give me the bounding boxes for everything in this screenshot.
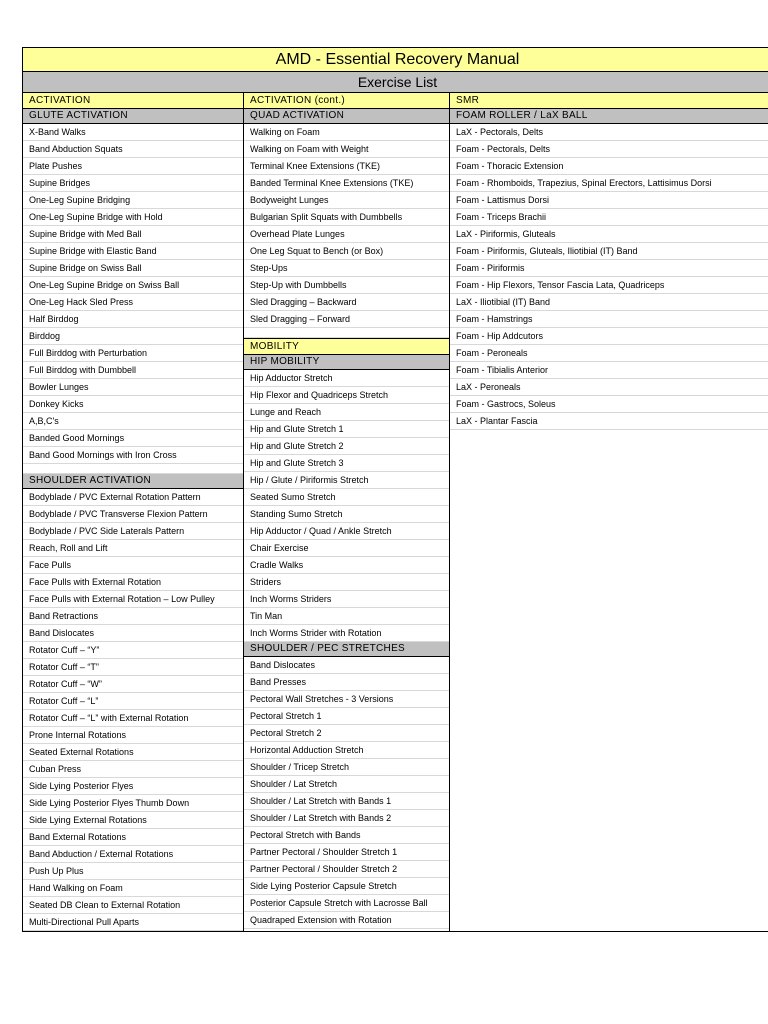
list-item: Hip and Glute Stretch 3 <box>244 455 449 472</box>
list-item: LaX - Peroneals <box>450 379 768 396</box>
list-item: Chair Exercise <box>244 540 449 557</box>
list-item: One-Leg Supine Bridging <box>23 192 243 209</box>
list-item: Standing Sumo Stretch <box>244 506 449 523</box>
list-item: Rotator Cuff – “T” <box>23 659 243 676</box>
list-item: Terminal Knee Extensions (TKE) <box>244 158 449 175</box>
list-item: Quadraped Extension with Rotation <box>244 912 449 929</box>
list-item: Step-Ups <box>244 260 449 277</box>
list-item: Pectoral Stretch 2 <box>244 725 449 742</box>
exercise-list-sheet <box>22 47 768 932</box>
columns <box>23 93 768 931</box>
list-item: Band Dislocates <box>244 657 449 674</box>
list-item: Pectoral Wall Stretches - 3 Versions <box>244 691 449 708</box>
list-item: Foam - Triceps Brachii <box>450 209 768 226</box>
list-item: Hip Adductor / Quad / Ankle Stretch <box>244 523 449 540</box>
list-item: Walking on Foam <box>244 124 449 141</box>
list-item: Hip / Glute / Piriformis Stretch <box>244 472 449 489</box>
list-item: Foam - Gastrocs, Soleus <box>450 396 768 413</box>
hip-mobility-list <box>244 370 449 642</box>
list-item: Foam - Tibialis Anterior <box>450 362 768 379</box>
list-item: Side Lying Posterior Flyes <box>23 778 243 795</box>
list-item: One Leg Squat to Bench (or Box) <box>244 243 449 260</box>
list-item: X-Band Walks <box>23 124 243 141</box>
foam-roller-list <box>450 124 768 430</box>
list-item: Cradle Walks <box>244 557 449 574</box>
list-item: Full Birddog with Dumbbell <box>23 362 243 379</box>
list-item: Foam - Piriformis, Gluteals, Iliotibial (IT) Band <box>450 243 768 260</box>
list-item: Rotator Cuff – “W” <box>23 676 243 693</box>
list-item: Hip and Glute Stretch 2 <box>244 438 449 455</box>
list-item: Donkey Kicks <box>23 396 243 413</box>
list-item: One-Leg Supine Bridge with Hold <box>23 209 243 226</box>
list-item: Band External Rotations <box>23 829 243 846</box>
quad-activation-header: QUAD ACTIVATION <box>244 109 449 124</box>
list-item: Banded Terminal Knee Extensions (TKE) <box>244 175 449 192</box>
list-item: Horizontal Adduction Stretch <box>244 742 449 759</box>
list-item: Band Dislocates <box>23 625 243 642</box>
activation-column <box>23 93 244 931</box>
activation-header: ACTIVATION <box>23 93 243 109</box>
hip-mobility-header: HIP MOBILITY <box>244 355 449 370</box>
shoulder-activation-header: SHOULDER ACTIVATION <box>23 474 243 489</box>
smr-column <box>450 93 768 931</box>
list-item: Bodyweight Lunges <box>244 192 449 209</box>
list-item: Prone Internal Rotations <box>23 727 243 744</box>
list-item: Band Good Mornings with Iron Cross <box>23 447 243 464</box>
list-item: Face Pulls with External Rotation <box>23 574 243 591</box>
list-item: One-Leg Supine Bridge on Swiss Ball <box>23 277 243 294</box>
foam-roller-header: FOAM ROLLER / LaX BALL <box>450 109 768 124</box>
list-item: Rotator Cuff – “L” <box>23 693 243 710</box>
list-item: Plate Pushes <box>23 158 243 175</box>
list-item: Band Presses <box>244 674 449 691</box>
list-item: Foam - Pectorals, Delts <box>450 141 768 158</box>
mobility-header: MOBILITY <box>244 338 449 355</box>
list-item: Foam - Rhomboids, Trapezius, Spinal Erectors, Lattisimus Dorsi <box>450 175 768 192</box>
document-title: AMD - Essential Recovery Manual <box>23 48 768 72</box>
list-item: Foam - Lattismus Dorsi <box>450 192 768 209</box>
list-item: Sled Dragging – Forward <box>244 311 449 328</box>
list-item: Multi-Directional Pull Aparts <box>23 914 243 931</box>
list-item: LaX - Plantar Fascia <box>450 413 768 430</box>
list-item: A,B,C's <box>23 413 243 430</box>
shoulder-activation-list <box>23 489 243 931</box>
glute-activation-header: GLUTE ACTIVATION <box>23 109 243 124</box>
list-item: Partner Pectoral / Shoulder Stretch 2 <box>244 861 449 878</box>
list-item: Band Abduction / External Rotations <box>23 846 243 863</box>
list-item: Supine Bridge on Swiss Ball <box>23 260 243 277</box>
list-item: Rotator Cuff – “Y” <box>23 642 243 659</box>
list-item: Lunge and Reach <box>244 404 449 421</box>
list-item: Overhead Plate Lunges <box>244 226 449 243</box>
list-item: Foam - Thoracic Extension <box>450 158 768 175</box>
glute-activation-list <box>23 124 243 464</box>
list-item: Band Retractions <box>23 608 243 625</box>
shoulder-pec-header: SHOULDER / PEC STRETCHES <box>244 642 449 657</box>
list-item: Foam - Hip Flexors, Tensor Fascia Lata, Quadriceps <box>450 277 768 294</box>
list-item: Bodyblade / PVC External Rotation Pattern <box>23 489 243 506</box>
list-item: Half Birddog <box>23 311 243 328</box>
activation-cont-column <box>244 93 450 931</box>
list-item: LaX - Piriformis, Gluteals <box>450 226 768 243</box>
list-item: Side Lying Posterior Flyes Thumb Down <box>23 795 243 812</box>
list-item: Hand Walking on Foam <box>23 880 243 897</box>
list-item: Side Lying Posterior Capsule Stretch <box>244 878 449 895</box>
smr-header: SMR <box>450 93 768 109</box>
list-item: Hip Adductor Stretch <box>244 370 449 387</box>
list-item: Shoulder / Lat Stretch with Bands 1 <box>244 793 449 810</box>
list-item: Supine Bridge with Med Ball <box>23 226 243 243</box>
list-item: Pectoral Stretch 1 <box>244 708 449 725</box>
list-item: Sled Dragging – Backward <box>244 294 449 311</box>
list-item: Band Abduction Squats <box>23 141 243 158</box>
list-item: Walking on Foam with Weight <box>244 141 449 158</box>
list-item: Full Birddog with Perturbation <box>23 345 243 362</box>
list-item: Inch Worms Strider with Rotation <box>244 625 449 642</box>
list-item: Push Up Plus <box>23 863 243 880</box>
section-gap <box>244 328 449 338</box>
list-item: Hip Flexor and Quadriceps Stretch <box>244 387 449 404</box>
list-item: Side Lying External Rotations <box>23 812 243 829</box>
list-item: Seated External Rotations <box>23 744 243 761</box>
list-item: Bulgarian Split Squats with Dumbbells <box>244 209 449 226</box>
list-item: Birddog <box>23 328 243 345</box>
list-item: Reach, Roll and Lift <box>23 540 243 557</box>
list-item: Posterior Capsule Stretch with Lacrosse Ball <box>244 895 449 912</box>
activation-cont-header: ACTIVATION (cont.) <box>244 93 449 109</box>
list-item: Step-Up with Dumbbells <box>244 277 449 294</box>
list-item: Shoulder / Lat Stretch <box>244 776 449 793</box>
list-item: Tin Man <box>244 608 449 625</box>
list-item: Foam - Piriformis <box>450 260 768 277</box>
list-item: Inch Worms Striders <box>244 591 449 608</box>
list-item: Shoulder / Tricep Stretch <box>244 759 449 776</box>
list-item: LaX - Iliotibial (IT) Band <box>450 294 768 311</box>
list-item: Foam - Hamstrings <box>450 311 768 328</box>
shoulder-pec-list <box>244 657 449 929</box>
list-item: One-Leg Hack Sled Press <box>23 294 243 311</box>
list-item: Partner Pectoral / Shoulder Stretch 1 <box>244 844 449 861</box>
list-item: Supine Bridge with Elastic Band <box>23 243 243 260</box>
list-item: Shoulder / Lat Stretch with Bands 2 <box>244 810 449 827</box>
section-gap <box>23 464 243 474</box>
list-item: Face Pulls <box>23 557 243 574</box>
list-item: Bodyblade / PVC Side Laterals Pattern <box>23 523 243 540</box>
list-item: Rotator Cuff – “L” with External Rotation <box>23 710 243 727</box>
list-item: Pectoral Stretch with Bands <box>244 827 449 844</box>
list-item: Seated Sumo Stretch <box>244 489 449 506</box>
list-item: Banded Good Mornings <box>23 430 243 447</box>
list-item: Supine Bridges <box>23 175 243 192</box>
list-item: Bodyblade / PVC Transverse Flexion Pattern <box>23 506 243 523</box>
quad-activation-list <box>244 124 449 328</box>
document-subtitle: Exercise List <box>23 72 768 93</box>
list-item: Foam - Peroneals <box>450 345 768 362</box>
list-item: Striders <box>244 574 449 591</box>
list-item: Face Pulls with External Rotation – Low Pulley <box>23 591 243 608</box>
list-item: LaX - Pectorals, Delts <box>450 124 768 141</box>
list-item: Cuban Press <box>23 761 243 778</box>
list-item: Foam - Hip Addcutors <box>450 328 768 345</box>
list-item: Bowler Lunges <box>23 379 243 396</box>
list-item: Hip and Glute Stretch 1 <box>244 421 449 438</box>
list-item: Seated DB Clean to External Rotation <box>23 897 243 914</box>
